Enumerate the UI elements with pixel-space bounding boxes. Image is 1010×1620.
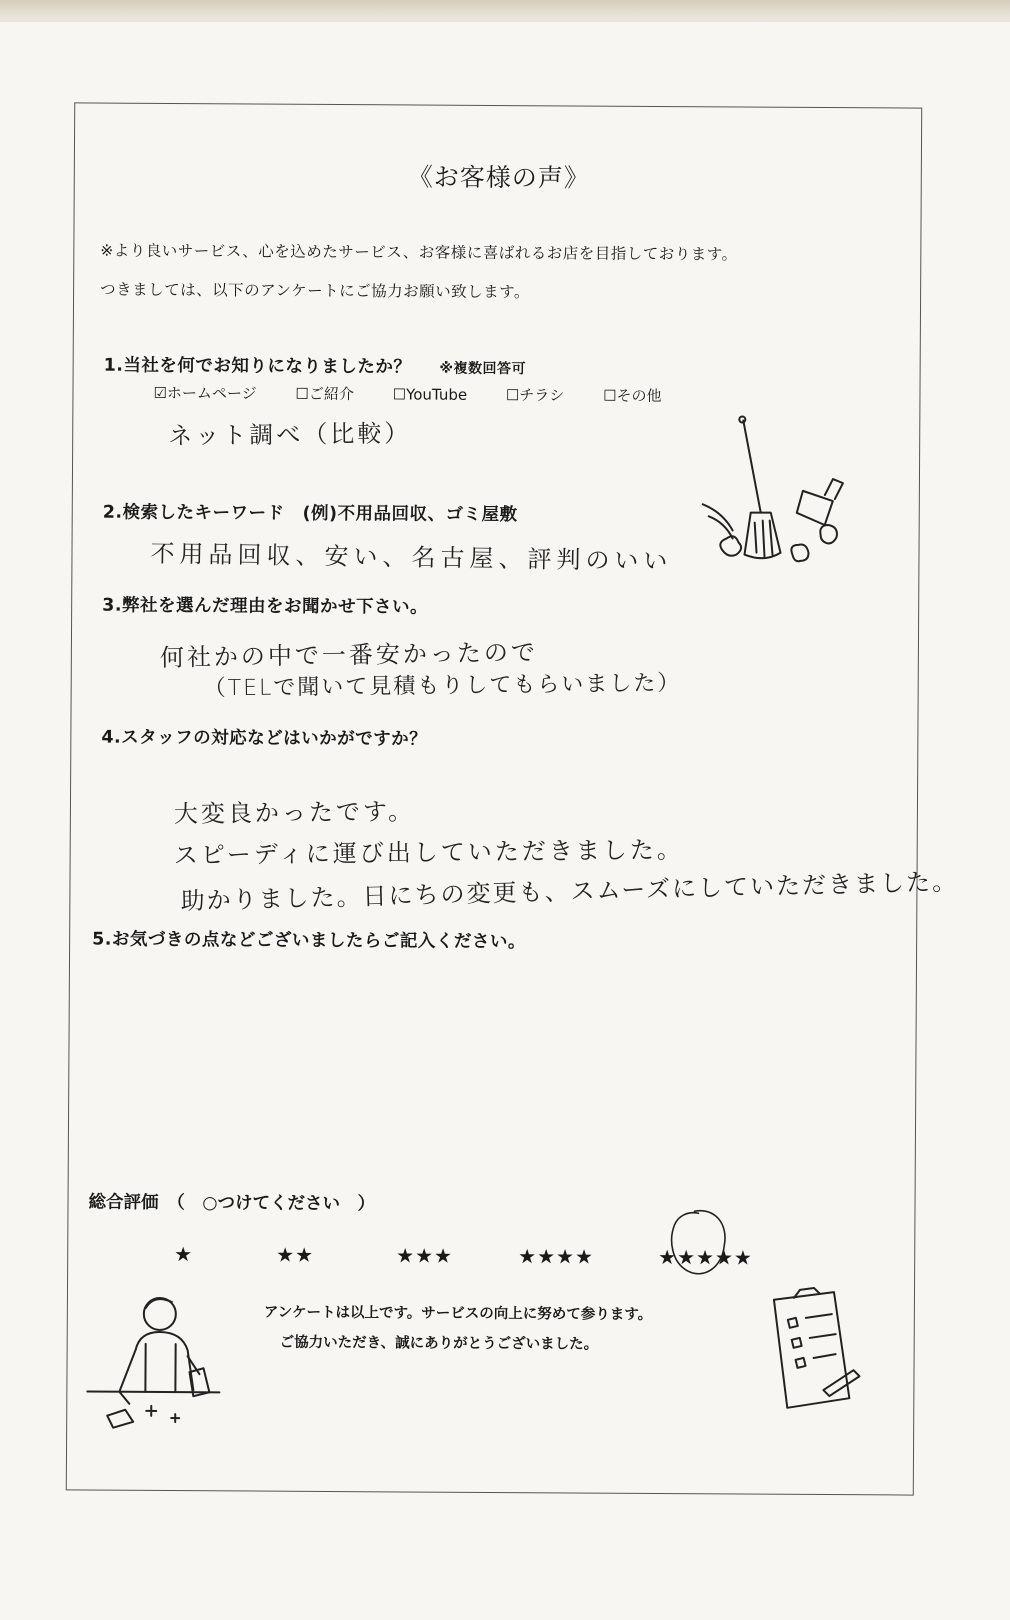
intro-line-1: ※より良いサービス、心を込めたサービス、お客様に喜ばれるお店を目指しております。 [100,241,738,264]
option-referral-label: ご紹介 [308,384,354,404]
rating-4-star[interactable]: ★★★★ [518,1244,594,1269]
question-2: 2.検索したキーワード (例)不用品回収、ゴミ屋敷 [102,502,518,526]
question-5: 5.お気づきの点などございましたらご記入ください。 [92,929,527,953]
option-flyer[interactable]: ☐チラシ [505,386,565,405]
question-3: 3.弊社を選んだ理由をお聞かせ下さい。 [102,595,429,618]
rating-label: 総合評価 （ ○つけてください ） [88,1192,376,1215]
answer-4-line-3: 助かりました。日にちの変更も、スムーズにしていただきました。 [180,867,959,916]
source-options [153,382,695,406]
answer-3-line-2: （TELで聞いて見積もりしてもらいました） [203,670,682,702]
survey-frame [66,102,959,1495]
answer-2: 不用品回収、安い、名古屋、評判のいい [150,539,673,576]
option-youtube-label: YouTube [406,385,468,404]
intro-line-2: つきましては、以下のアンケートにご協力お願い致します。 [100,280,530,302]
option-homepage[interactable]: ☑ホームページ [153,383,257,403]
closing-line-1: アンケートは以上です。サービスの向上に努めて参ります。 [263,1304,653,1323]
page-title: 《お客様の声》 [407,162,590,193]
question-1-note: ※複数回答可 [439,360,527,378]
closing-line-2: ご協力いただき、誠にありがとうございました。 [279,1334,599,1353]
option-flyer-label: チラシ [519,386,565,405]
rating-selection-circle [664,1205,734,1285]
question-1 [104,352,527,380]
option-youtube[interactable]: ☐YouTube [392,385,468,404]
rating-1-star[interactable]: ★ [174,1242,194,1267]
answer-4-line-2: スピーディに運び出していただきました。 [173,835,684,870]
cleaning-worker-icon [83,1292,224,1443]
answer-4-line-1: 大変良かったです。 [173,797,416,829]
option-other-label: その他 [616,386,662,406]
answer-1: ネット調べ（比較） [168,419,412,451]
rating-2-star[interactable]: ★★ [276,1242,315,1267]
broom-dustpan-icon [692,412,863,583]
question-4: 4.スタッフの対応などはいかがですか？ [101,727,428,750]
option-referral[interactable]: ☐ご紹介 [295,384,354,404]
answer-3-line-1: 何社かの中で一番安かったので [159,638,539,672]
option-other[interactable]: ☐その他 [603,386,662,406]
option-homepage-label: ホームページ [166,383,257,403]
question-1-label: 1.当社を何でお知りになりましたか？ [103,355,412,378]
rating-5-star[interactable]: ★★★★★ [658,1245,753,1270]
clipboard-checklist-icon [753,1286,864,1417]
rating-3-star[interactable]: ★★★ [396,1243,454,1268]
survey-sheet [0,22,1010,1620]
